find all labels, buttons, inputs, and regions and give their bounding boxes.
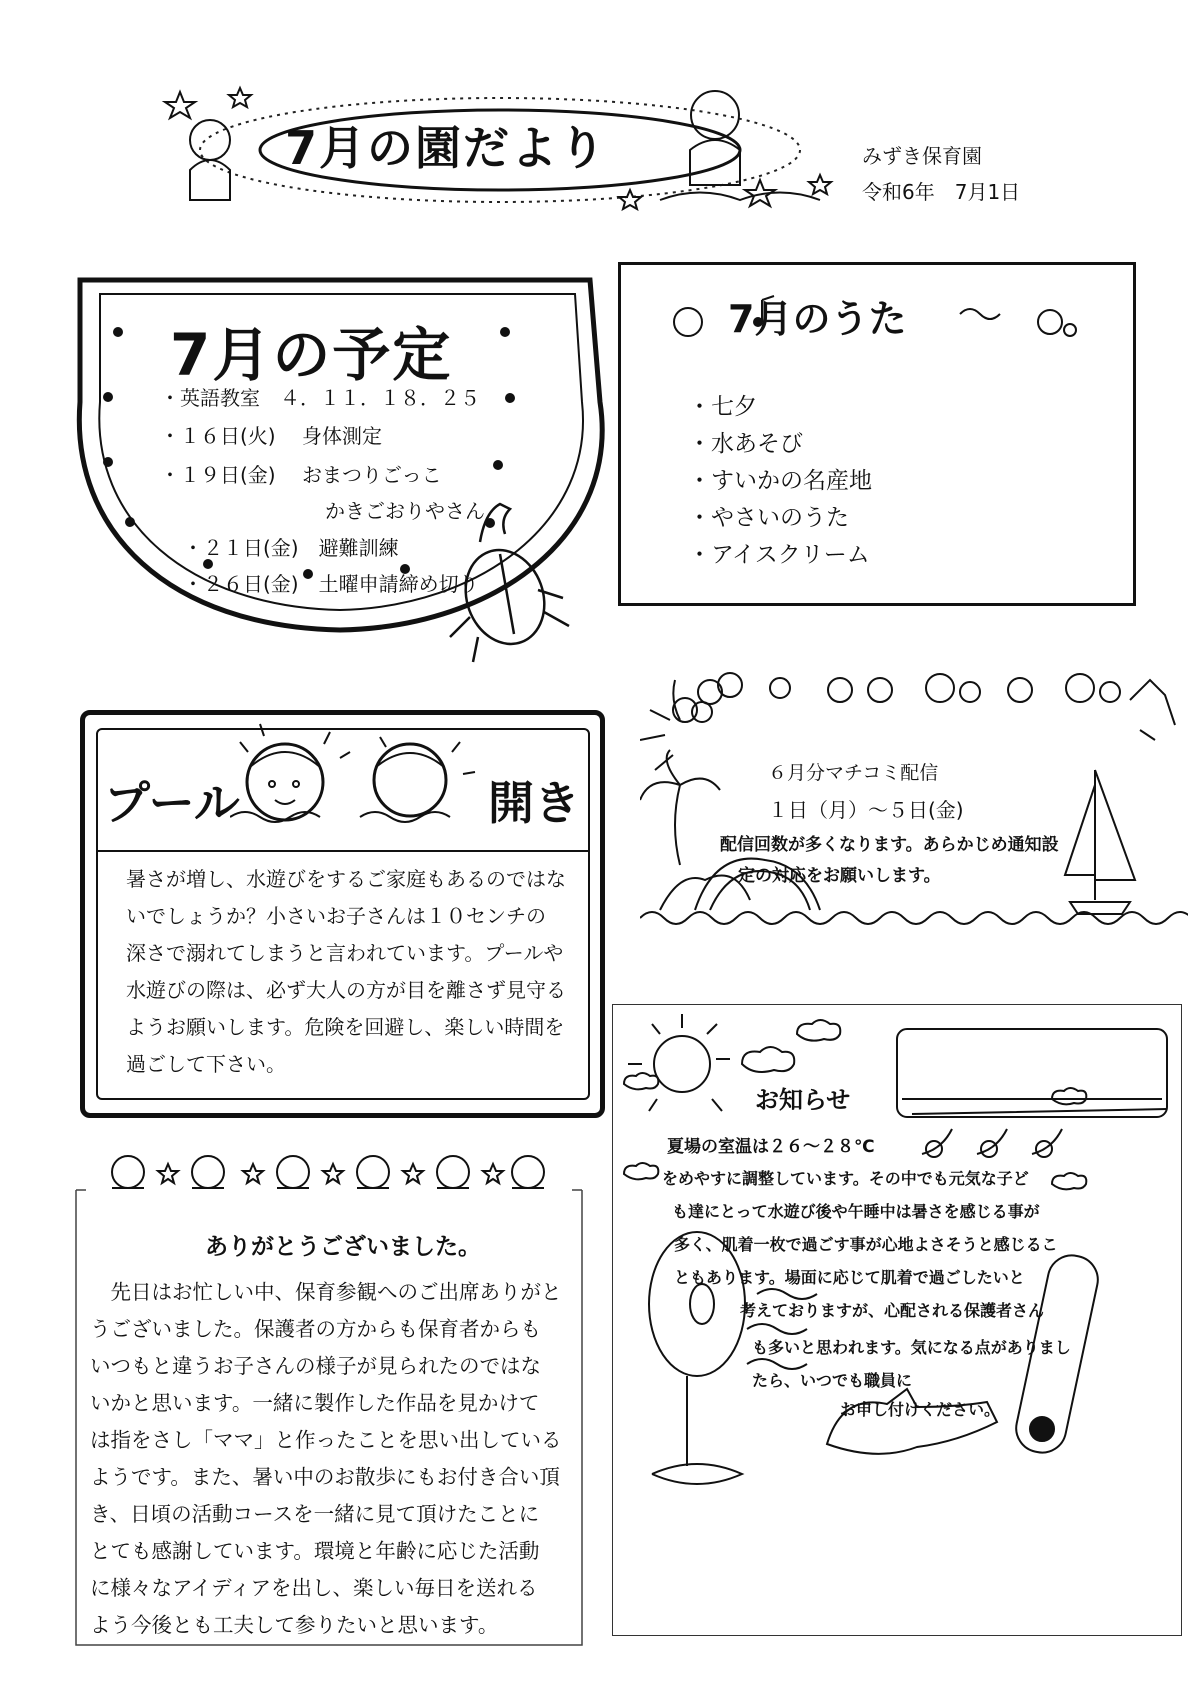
- machicomi-text-line: 定の対応をお願いします。: [738, 866, 941, 886]
- pool-text-line: 深さで溺れてしまうと言われています。プールや: [126, 941, 564, 965]
- pool-divider: [96, 850, 590, 852]
- song-item: ・アイスクリーム: [688, 542, 870, 568]
- thanks-text-line: ようです。また、暑い中のお散歩にもお付き合い頂: [90, 1465, 560, 1489]
- schedule-title: 7月の予定: [170, 321, 453, 389]
- issue-date: 令和6年 7月1日: [862, 180, 1021, 204]
- notice-text-line: も達にとって水遊び後や午睡中は暑さを感じる事が: [672, 1202, 1040, 1221]
- thanks-title: ありがとうございました。: [205, 1234, 481, 1260]
- notice-title: お知らせ: [755, 1086, 851, 1114]
- notice-text-line: お申し付けください。: [840, 1400, 1001, 1419]
- song-item: ・やさいのうた: [688, 505, 849, 531]
- schedule-item: ・英語教室 ４．１１．１８．２５: [160, 386, 480, 410]
- machicomi-period: １日（月）～５日(金): [768, 798, 964, 822]
- notice-text-line: 考えておりますが、心配される保護者さん: [740, 1301, 1045, 1320]
- thanks-text-line: とても感謝しています。環境と年齢に応じた活動: [90, 1539, 540, 1563]
- machicomi-title: ６月分マチコミ配信: [768, 762, 939, 784]
- pool-title-end: 開き: [488, 776, 580, 830]
- notice-text-line: 多く、肌着一枚で過ごす事が心地よさそうと感じるこ: [674, 1235, 1058, 1254]
- schedule-item: かきごおりやさん: [325, 499, 485, 523]
- thanks-text-line: に様々なアイディアを出し、楽しい毎日を送れる: [90, 1576, 538, 1600]
- thanks-text-line: いかと思います。一緒に製作した作品を見かけて: [90, 1391, 540, 1415]
- newsletter-title: 7月の園だより: [285, 121, 608, 175]
- song-item: ・水あそび: [688, 431, 803, 457]
- schedule-item: ・２６日(金) 土曜申請締め切り: [183, 572, 479, 596]
- swimming-children-illustration: [230, 712, 500, 837]
- notice-text-line: も多いと思われます。気になる点がありましたら、いつでも職員に: [752, 1338, 1071, 1390]
- notice-text-line: ともあります。場面に応じて肌着で過ごしたいと: [674, 1268, 1025, 1287]
- thanks-text-line: よう今後とも工夫して参りたいと思います。: [90, 1613, 499, 1637]
- pool-text-line: 暑さが増し、水遊びをするご家庭もあるのではな: [126, 867, 566, 891]
- pool-title-start: プール: [104, 776, 240, 830]
- pool-text-line: 過ごして下さい。: [126, 1052, 286, 1076]
- thanks-text-line: き、日頃の活動コースを一緒に見て頂けたことに: [90, 1502, 540, 1526]
- pool-text-line: ようお願いします。危険を回避し、楽しい時間を: [126, 1015, 565, 1039]
- schedule-item: ・１９日(金) おまつりごっこ: [160, 463, 442, 487]
- thanks-text-line: は指をさし「ママ」と作ったことを思い出している: [90, 1428, 562, 1452]
- school-name: みずき保育園: [862, 144, 982, 168]
- thanks-text-line: いつもと違うお子さんの様子が見られたのではな: [90, 1354, 541, 1378]
- schedule-item: ・１６日(火) 身体測定: [160, 424, 382, 448]
- sun-icon: [654, 1036, 710, 1092]
- thanks-text-line: うございました。保護者の方からも保育者からも: [90, 1317, 541, 1341]
- schedule-item: ・２１日(金) 避難訓練: [183, 536, 399, 560]
- pool-text-line: 水遊びの際は、必ず大人の方が目を離さず見守る: [126, 978, 566, 1002]
- song-item: ・すいかの名産地: [688, 468, 872, 494]
- air-conditioner-icon: [897, 1029, 1167, 1117]
- songs-title: 7月のうた: [728, 297, 907, 341]
- notice-text-line: 夏場の室温は２６～２８℃: [667, 1137, 875, 1157]
- song-item: ・七夕: [688, 394, 757, 420]
- pool-text-line: いでしょうか？小さいお子さんは１０センチの: [126, 904, 546, 928]
- machicomi-text-line: 配信回数が多くなります。あらかじめ通知設: [720, 835, 1059, 855]
- thanks-text-line: 先日はお忙しい中、保育参観へのご出席ありがと: [90, 1280, 562, 1304]
- notice-text-line: をめやすに調整しています。その中でも元気な子ど: [662, 1169, 1029, 1188]
